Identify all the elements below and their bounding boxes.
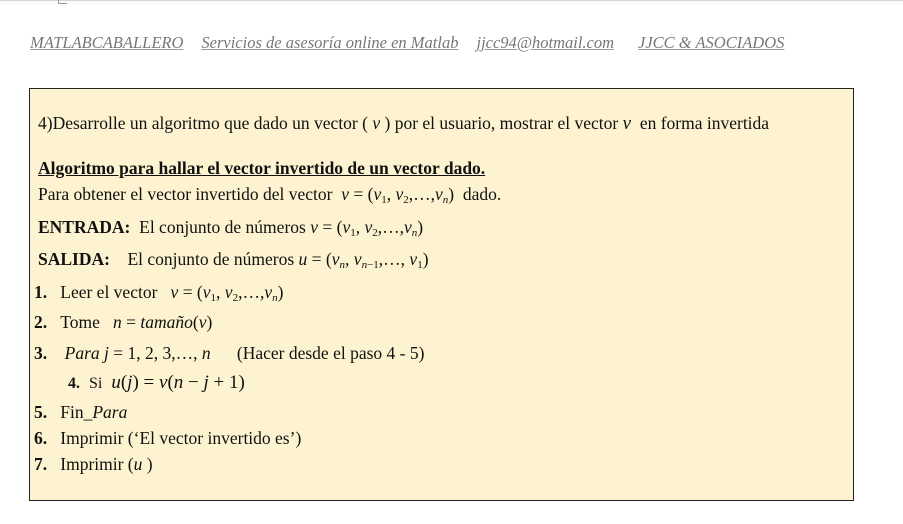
step-note: (Hacer desde el paso 4 - 5) (236, 343, 425, 363)
step-text-italic: Para (92, 402, 128, 422)
output-text: El conjunto de números (127, 249, 295, 269)
output-label: SALIDA: (38, 249, 110, 269)
problem-statement (38, 113, 769, 135)
algorithm-intro (38, 184, 501, 206)
problem-var: v (372, 113, 381, 133)
step-text: Leer el vector (60, 282, 158, 302)
step-text: Imprimir (‘El vector invertido es’) (60, 428, 302, 448)
formula-step4: u(j) = v(n − j + 1) (111, 372, 245, 393)
formula-step3: j = 1, 2, 3,…, n (104, 343, 211, 363)
formula-step2: n = tamaño(v) (112, 312, 213, 332)
formula-input: $v = (v_1$, $v_2,\dots,v_n$) (310, 217, 424, 239)
header-email: jjcc94@hotmail.com (476, 33, 615, 52)
formula-v: $v = (v_1$, $v_2,\dots,v_n$) (341, 184, 455, 206)
input-line (38, 217, 423, 239)
problem-text-c: en forma invertida (639, 113, 770, 133)
header-service: Servicios de asesoría online en Matlab (201, 33, 459, 52)
step-number: 3. (34, 343, 48, 363)
header-author: MATLABCABALLERO (30, 33, 184, 52)
step-7 (34, 454, 153, 475)
input-label: ENTRADA: (38, 217, 131, 237)
algorithm-title: Algoritmo para hallar el vector invertido de un vector dado. (38, 158, 486, 178)
step-6 (34, 428, 301, 449)
step-text: Fin_ (60, 402, 93, 422)
problem-text-a: 4)Desarrolle un algoritmo que dado un vector ( (38, 113, 368, 133)
formula-step1: $v = (v_1$, $v_2,\dots,v_n$) (170, 282, 284, 304)
step-text: Tome (60, 312, 100, 332)
page-header (30, 33, 870, 53)
step-number: 1. (34, 282, 48, 302)
page-corner-mark (58, 0, 67, 4)
step-text: Para (64, 343, 100, 363)
problem-var-2: v (622, 113, 632, 134)
step-1 (34, 282, 283, 304)
step7-close: ) (142, 454, 153, 474)
step-number: 5. (34, 402, 48, 422)
problem-text-b: ) por el usuario, mostrar el vector (384, 113, 619, 133)
step-text: Imprimir ( (60, 454, 134, 474)
step-3 (34, 343, 424, 364)
formula-step7: u (133, 454, 143, 474)
step-number: 4. (68, 375, 80, 392)
step-4 (68, 372, 245, 394)
header-company: JJCC & ASOCIADOS (638, 33, 785, 52)
step-5 (34, 402, 127, 423)
intro-text: Para obtener el vector invertido del vector (38, 184, 333, 204)
step-number: 6. (34, 428, 48, 448)
input-text: El conjunto de números (139, 217, 306, 237)
intro-end: dado. (462, 184, 502, 204)
step-2 (34, 312, 212, 333)
step-number: 2. (34, 312, 48, 332)
formula-output: $u = (v_n$, $v_{n-1},\dots$, $v_1$) (298, 249, 429, 271)
output-line (38, 249, 429, 271)
step-text: Si (89, 375, 103, 392)
algorithm-box (29, 88, 854, 501)
step-number: 7. (34, 454, 48, 474)
page-top-border (0, 0, 903, 4)
